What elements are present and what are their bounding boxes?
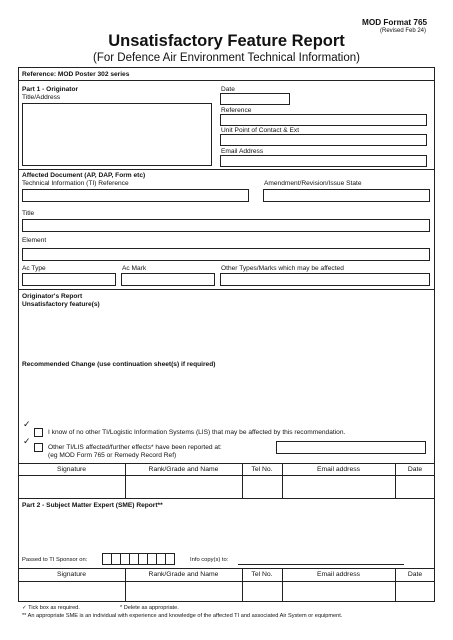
page-subtitle: (For Defence Air Environment Technical Information) — [93, 52, 360, 64]
info-copies-field[interactable] — [238, 564, 404, 565]
reference-field[interactable] — [220, 114, 427, 126]
reference-poster-label: Reference: MOD Poster 302 series — [22, 71, 130, 78]
sme-signature-row[interactable] — [18, 582, 435, 602]
ac-mark-label: Ac Mark — [122, 265, 147, 272]
doc-title-field[interactable] — [22, 219, 430, 232]
col-tel: Tel No. — [251, 571, 273, 578]
ac-type-field[interactable] — [22, 273, 116, 286]
unit-poc-label: Unit Point of Contact & Ext — [221, 127, 300, 134]
tick-icon: ✓ — [23, 420, 31, 430]
other-ti-reported-checkbox[interactable] — [34, 443, 43, 452]
declaration-1-text: I know of no other TI/Logistic Information Systems (LIS) that may be affected by this recommendation. — [48, 429, 346, 436]
col-date: Date — [407, 571, 423, 578]
ti-reference-field[interactable] — [22, 189, 249, 202]
part2-heading: Part 2 - Subject Matter Expert (SME) Report** — [22, 502, 163, 509]
col-email: Email address — [316, 571, 361, 578]
other-types-field[interactable] — [220, 273, 430, 286]
date-label: Date — [221, 86, 235, 93]
title-address-label: Title/Address — [22, 94, 61, 101]
recommended-change-label: Recommended Change (use continuation sheet(s) if required) — [22, 361, 216, 368]
other-types-label: Other Types/Marks which may be affected — [221, 265, 344, 272]
date-field[interactable] — [220, 93, 290, 105]
passed-to-date-boxes[interactable] — [102, 553, 182, 565]
col-signature: Signature — [56, 571, 87, 578]
col-signature: Signature — [56, 466, 87, 473]
unsatisfactory-feature-area[interactable] — [22, 310, 430, 358]
footnote-tick: ✓ Tick box as required. — [22, 605, 80, 611]
amendment-label: Amendment/Revision/Issue State — [264, 180, 362, 187]
recommended-change-area[interactable] — [22, 370, 430, 420]
col-email: Email address — [316, 466, 361, 473]
ac-type-label: Ac Type — [22, 265, 46, 272]
originator-report-heading: Originator's Report — [22, 293, 83, 300]
title-address-field[interactable] — [22, 103, 212, 166]
declaration-2-subtext: (eg MOD Form 765 or Remedy Record Ref) — [48, 452, 177, 459]
email-field[interactable] — [220, 155, 427, 167]
other-ti-reference-field[interactable] — [276, 441, 426, 454]
originator-signature-row[interactable] — [18, 476, 435, 498]
declaration-2-text: Other TI/LIS affected/further effects* have been reported at: — [48, 444, 222, 451]
amendment-field[interactable] — [263, 189, 430, 202]
passed-to-sponsor-label: Passed to TI Sponsor on: — [22, 557, 88, 563]
email-label: Email Address — [221, 148, 264, 155]
ac-mark-field[interactable] — [121, 273, 215, 286]
sme-report-area[interactable] — [22, 512, 430, 550]
affected-document-heading: Affected Document (AP, DAP, Form etc) — [22, 172, 146, 179]
footnote-sme: ** An appropriate SME is an individual with experience and knowledge of the affected TI and associated Air System or equipment. — [22, 613, 343, 619]
no-other-ti-checkbox[interactable] — [34, 428, 43, 437]
footnote-delete: * Delete as appropriate. — [120, 605, 179, 611]
info-copies-label: Info copy(s) to: — [190, 557, 229, 563]
element-field[interactable] — [22, 248, 430, 261]
revision-date: (Revised Feb 24) — [380, 28, 427, 34]
unsatisfactory-feature-label: Unsatisfactory feature(s) — [22, 301, 100, 308]
ti-reference-label: Technical Information (TI) Reference — [22, 180, 129, 187]
col-rank-name: Rank/Grade and Name — [148, 466, 219, 473]
date-digit-box[interactable] — [165, 553, 175, 565]
doc-title-label: Title — [22, 210, 35, 217]
col-rank-name: Rank/Grade and Name — [148, 571, 219, 578]
page-title: Unsatisfactory Feature Report — [108, 32, 345, 50]
reference-label: Reference — [221, 107, 252, 114]
col-date: Date — [407, 466, 423, 473]
tick-icon: ✓ — [23, 437, 31, 447]
element-label: Element — [22, 237, 47, 244]
col-tel: Tel No. — [251, 466, 273, 473]
format-code: MOD Format 765 — [362, 18, 428, 27]
part1-heading: Part 1 - Originator — [22, 86, 79, 93]
unit-poc-field[interactable] — [220, 134, 427, 146]
